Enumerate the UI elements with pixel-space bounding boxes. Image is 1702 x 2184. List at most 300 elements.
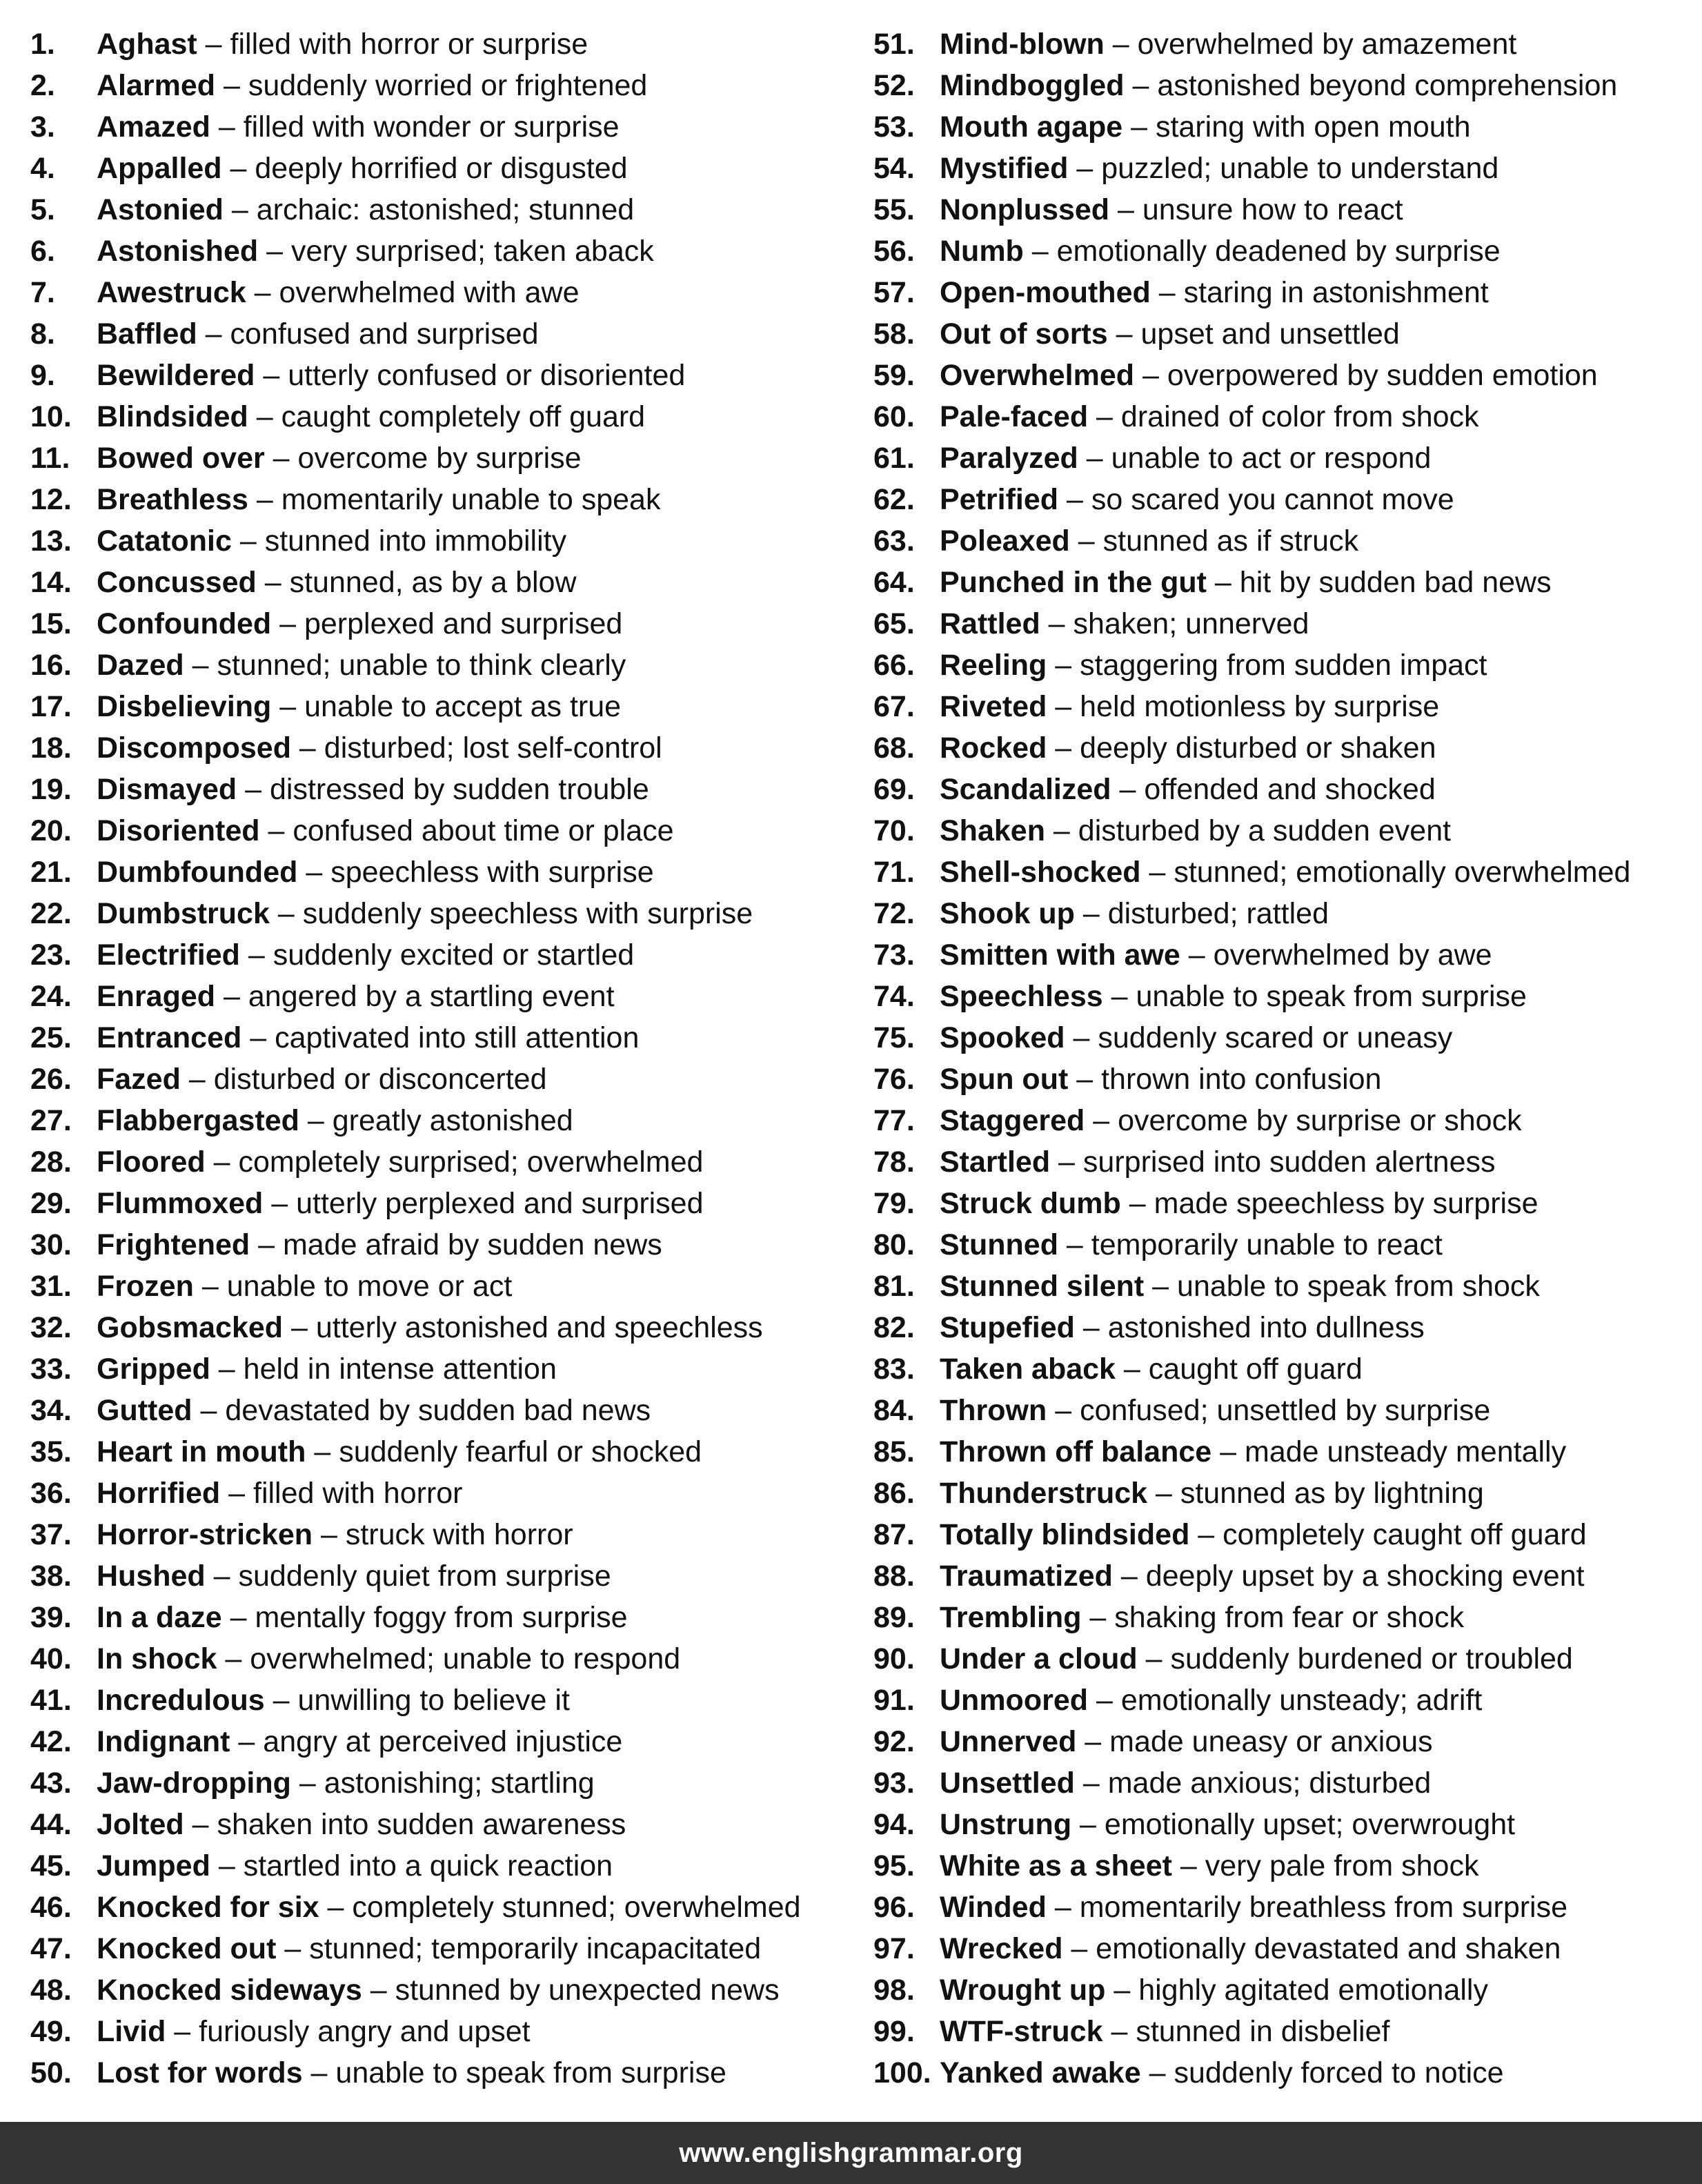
item-separator: – <box>276 1932 310 1965</box>
item-definition: unable to speak from surprise <box>1136 980 1527 1013</box>
list-item <box>30 1017 851 1059</box>
item-word: Staggered <box>940 1104 1085 1137</box>
item-separator: – <box>1065 1021 1098 1054</box>
item-definition: startled into a quick reaction <box>243 1849 613 1882</box>
item-word: Mind-blown <box>940 28 1105 61</box>
list-item <box>30 893 851 934</box>
item-separator: – <box>221 1601 255 1634</box>
list-item <box>30 1845 851 1887</box>
item-separator: – <box>1122 110 1156 144</box>
item-number: 83. <box>873 1352 915 1386</box>
item-definition: puzzled; unable to understand <box>1101 152 1499 185</box>
list-item <box>873 934 1694 976</box>
item-separator: – <box>256 566 290 599</box>
list-item <box>30 1431 851 1473</box>
item-separator: – <box>264 442 298 475</box>
item-number: 55. <box>873 193 915 226</box>
item-number: 23. <box>30 938 72 972</box>
list-item <box>873 313 1694 355</box>
item-word: Heart in mouth <box>97 1435 306 1468</box>
item-word: Winded <box>940 1891 1047 1924</box>
item-separator: – <box>223 193 257 226</box>
item-definition: caught completely off guard <box>281 400 646 433</box>
list-item <box>873 562 1694 603</box>
item-number: 1. <box>30 28 55 61</box>
item-definition: shaken; unnerved <box>1073 607 1309 640</box>
item-number: 96. <box>873 1891 915 1924</box>
item-separator: – <box>205 1145 239 1179</box>
item-separator: – <box>1102 2015 1136 2048</box>
item-word: Astonied <box>97 193 224 226</box>
item-number: 7. <box>30 276 55 309</box>
item-separator: – <box>1115 1352 1149 1386</box>
item-number: 90. <box>873 1642 915 1675</box>
item-word: Incredulous <box>97 1684 265 1717</box>
item-definition: suddenly fearful or shocked <box>339 1435 702 1468</box>
item-word: Overwhelmed <box>940 359 1134 392</box>
item-word: Entranced <box>97 1021 242 1054</box>
list-item <box>873 1307 1694 1348</box>
item-number: 77. <box>873 1104 915 1137</box>
item-separator: – <box>306 1435 339 1468</box>
item-separator: – <box>246 276 279 309</box>
item-definition: shaken into sudden awareness <box>217 1808 626 1841</box>
item-word: Baffled <box>97 317 197 351</box>
item-separator: – <box>1104 28 1138 61</box>
item-word: Mouth agape <box>940 110 1123 144</box>
item-number: 56. <box>873 235 915 268</box>
list-item <box>873 686 1694 727</box>
list-item <box>873 727 1694 769</box>
item-separator: – <box>193 1270 227 1303</box>
list-item <box>873 645 1694 686</box>
item-definition: suddenly scared or uneasy <box>1098 1021 1453 1054</box>
item-word: In shock <box>97 1642 217 1675</box>
item-definition: unable to move or act <box>226 1270 513 1303</box>
item-separator: – <box>299 1104 333 1137</box>
item-word: Reeling <box>940 649 1047 682</box>
item-word: Stunned silent <box>940 1270 1145 1303</box>
item-definition: very surprised; taken aback <box>290 235 654 268</box>
list-item <box>873 520 1694 562</box>
item-definition: drained of color from shock <box>1120 400 1479 433</box>
item-number: 11. <box>30 442 70 475</box>
item-separator: – <box>1047 690 1080 723</box>
item-word: Gutted <box>97 1394 192 1427</box>
item-definition: unable to act or respond <box>1111 442 1432 475</box>
list-item <box>873 23 1694 65</box>
list-item <box>30 148 851 189</box>
item-definition: made anxious; disturbed <box>1107 1767 1432 1800</box>
item-number: 20. <box>30 814 72 847</box>
item-separator: – <box>1088 400 1121 433</box>
item-number: 41. <box>30 1684 72 1717</box>
item-separator: – <box>210 1352 244 1386</box>
item-definition: staring with open mouth <box>1155 110 1471 144</box>
item-separator: – <box>283 1311 316 1344</box>
item-definition: suddenly worried or frightened <box>248 69 648 102</box>
item-definition: deeply upset by a shocking event <box>1145 1560 1585 1593</box>
item-definition: furiously angry and upset <box>199 2015 531 2048</box>
item-separator: – <box>1137 1642 1171 1675</box>
item-definition: completely caught off guard <box>1223 1518 1587 1551</box>
item-number: 68. <box>873 731 915 765</box>
item-separator: – <box>1068 1063 1102 1096</box>
item-number: 60. <box>873 400 915 433</box>
list-item <box>30 1804 851 1845</box>
item-definition: suddenly quiet from surprise <box>238 1560 611 1593</box>
item-number: 6. <box>30 235 55 268</box>
item-definition: utterly perplexed and surprised <box>296 1187 704 1220</box>
item-word: Mindboggled <box>940 69 1125 102</box>
item-number: 79. <box>873 1187 915 1220</box>
item-word: Jolted <box>97 1808 184 1841</box>
list-item <box>30 1348 851 1390</box>
item-word: Jumped <box>97 1849 210 1882</box>
list-item <box>873 1224 1694 1266</box>
item-definition: caught off guard <box>1148 1352 1363 1386</box>
item-separator: – <box>221 152 255 185</box>
item-number: 89. <box>873 1601 915 1634</box>
list-item <box>30 1597 851 1638</box>
item-word: Knocked for six <box>97 1891 319 1924</box>
list-item <box>873 1638 1694 1680</box>
item-number: 75. <box>873 1021 915 1054</box>
item-definition: held in intense attention <box>243 1352 557 1386</box>
item-number: 97. <box>873 1932 915 1965</box>
item-number: 95. <box>873 1849 915 1882</box>
item-word: Speechless <box>940 980 1103 1013</box>
list-item <box>30 1762 851 1804</box>
list-item <box>873 148 1694 189</box>
item-definition: archaic: astonished; stunned <box>256 193 635 226</box>
item-separator: – <box>180 1063 214 1096</box>
item-separator: – <box>248 483 281 516</box>
item-separator: – <box>1206 566 1240 599</box>
item-separator: – <box>1047 731 1080 765</box>
item-definition: disturbed by a sudden event <box>1078 814 1452 847</box>
item-number: 45. <box>30 1849 72 1882</box>
item-number: 76. <box>873 1063 915 1096</box>
list-item <box>30 1224 851 1266</box>
item-word: Unmoored <box>940 1684 1088 1717</box>
item-word: Traumatized <box>940 1560 1113 1593</box>
item-number: 38. <box>30 1560 72 1593</box>
item-word: Totally blindsided <box>940 1518 1190 1551</box>
item-definition: stunned into immobility <box>264 524 567 558</box>
item-number: 66. <box>873 649 915 682</box>
item-word: Confounded <box>97 607 272 640</box>
item-definition: made speechless by surprise <box>1154 1187 1538 1220</box>
item-number: 3. <box>30 110 55 144</box>
item-definition: confused and surprised <box>230 317 539 351</box>
item-number: 69. <box>873 773 915 806</box>
item-definition: held motionless by surprise <box>1080 690 1440 723</box>
item-word: Lost for words <box>97 2056 303 2089</box>
list-item <box>30 1680 851 1721</box>
item-definition: stunned as if struck <box>1102 524 1359 558</box>
item-definition: devastated by sudden bad news <box>225 1394 651 1427</box>
item-definition: overcome by surprise <box>297 442 582 475</box>
item-separator: – <box>231 524 265 558</box>
item-word: Rocked <box>940 731 1047 765</box>
item-definition: staggering from sudden impact <box>1080 649 1487 682</box>
item-separator: – <box>1102 980 1136 1013</box>
item-definition: captivated into still attention <box>275 1021 640 1054</box>
item-definition: highly agitated emotionally <box>1138 1974 1488 2007</box>
list-item <box>873 1680 1694 1721</box>
item-separator: – <box>255 359 288 392</box>
item-definition: stunned, as by a blow <box>289 566 577 599</box>
list-item <box>30 769 851 810</box>
item-separator: – <box>264 1684 298 1717</box>
item-definition: mentally foggy from surprise <box>255 1601 628 1634</box>
item-word: Jaw-dropping <box>97 1767 291 1800</box>
item-separator: – <box>271 690 305 723</box>
item-word: Fazed <box>97 1063 181 1096</box>
item-separator: – <box>1150 276 1184 309</box>
item-separator: – <box>1211 1435 1245 1468</box>
item-word: In a daze <box>97 1601 222 1634</box>
item-word: Astonished <box>97 235 259 268</box>
item-number: 31. <box>30 1270 72 1303</box>
item-word: Stunned <box>940 1228 1058 1261</box>
list-item <box>30 1928 851 1969</box>
item-word: WTF-struck <box>940 2015 1103 2048</box>
item-separator: – <box>1109 193 1142 226</box>
list-item <box>30 65 851 106</box>
item-definition: temporarily unable to react <box>1091 1228 1443 1261</box>
item-number: 85. <box>873 1435 915 1468</box>
item-number: 19. <box>30 773 72 806</box>
item-word: Hushed <box>97 1560 206 1593</box>
item-definition: emotionally deadened by surprise <box>1056 235 1501 268</box>
item-word: Shook up <box>940 897 1075 930</box>
item-word: Concussed <box>97 566 257 599</box>
item-definition: angered by a startling event <box>248 980 615 1013</box>
item-separator: – <box>290 731 324 765</box>
item-word: Disbelieving <box>97 690 272 723</box>
item-definition: disturbed; rattled <box>1107 897 1329 930</box>
item-definition: filled with horror <box>253 1477 463 1510</box>
item-number: 44. <box>30 1808 72 1841</box>
item-separator: – <box>1078 442 1111 475</box>
item-word: Enraged <box>97 980 216 1013</box>
item-definition: overcome by surprise or shock <box>1118 1104 1522 1137</box>
item-number: 27. <box>30 1104 72 1137</box>
item-definition: deeply disturbed or shaken <box>1080 731 1436 765</box>
item-number: 80. <box>873 1228 915 1261</box>
item-separator: – <box>237 773 270 806</box>
item-separator: – <box>220 1477 253 1510</box>
item-word: Poleaxed <box>940 524 1070 558</box>
list-item <box>30 1969 851 2011</box>
item-definition: astonished into dullness <box>1107 1311 1425 1344</box>
list-item <box>30 23 851 65</box>
item-separator: – <box>217 1642 250 1675</box>
item-word: Trembling <box>940 1601 1082 1634</box>
item-separator: – <box>1046 1891 1080 1924</box>
item-word: Riveted <box>940 690 1047 723</box>
item-definition: surprised into sudden alertness <box>1082 1145 1496 1179</box>
item-number: 42. <box>30 1725 72 1758</box>
item-definition: overpowered by sudden emotion <box>1167 359 1598 392</box>
list-item <box>30 1555 851 1597</box>
item-definition: stunned; emotionally overwhelmed <box>1174 856 1631 889</box>
item-definition: stunned by unexpected news <box>395 1974 780 2007</box>
item-word: Thrown <box>940 1394 1047 1427</box>
list-item <box>873 1887 1694 1928</box>
list-item <box>30 1721 851 1762</box>
item-number: 57. <box>873 276 915 309</box>
item-definition: perplexed and surprised <box>304 607 623 640</box>
item-number: 99. <box>873 2015 915 2048</box>
item-number: 47. <box>30 1932 72 1965</box>
item-definition: stunned as by lightning <box>1180 1477 1484 1510</box>
item-word: Aghast <box>97 28 197 61</box>
item-word: Rattled <box>940 607 1040 640</box>
item-separator: – <box>1120 1187 1154 1220</box>
item-definition: suddenly forced to notice <box>1174 2056 1504 2089</box>
list-item <box>873 106 1694 148</box>
item-separator: – <box>1050 1145 1083 1179</box>
item-separator: – <box>1058 483 1091 516</box>
item-word: Bowed over <box>97 442 265 475</box>
item-separator: – <box>313 1518 346 1551</box>
item-word: Unnerved <box>940 1725 1077 1758</box>
item-word: Floored <box>97 1145 206 1179</box>
list-item <box>873 189 1694 230</box>
item-number: 74. <box>873 980 915 1013</box>
item-word: Out of sorts <box>940 317 1108 351</box>
item-word: Frightened <box>97 1228 250 1261</box>
item-number: 61. <box>873 442 915 475</box>
item-definition: made afraid by sudden news <box>282 1228 662 1261</box>
list-item <box>873 1473 1694 1514</box>
item-separator: – <box>258 235 291 268</box>
list-item <box>30 1514 851 1555</box>
list-item <box>30 976 851 1017</box>
item-separator: – <box>184 649 217 682</box>
item-number: 52. <box>873 69 915 102</box>
item-word: Disoriented <box>97 814 260 847</box>
item-number: 50. <box>30 2056 72 2089</box>
item-word: Unsettled <box>940 1767 1075 1800</box>
item-word: Spooked <box>940 1021 1065 1054</box>
item-number: 81. <box>873 1270 915 1303</box>
item-definition: utterly confused or disoriented <box>288 359 686 392</box>
item-word: Discomposed <box>97 731 291 765</box>
item-number: 12. <box>30 483 72 516</box>
item-word: Dazed <box>97 649 184 682</box>
item-number: 4. <box>30 152 55 185</box>
item-definition: completely stunned; overwhelmed <box>352 1891 801 1924</box>
list-item <box>30 396 851 437</box>
list-item <box>30 603 851 645</box>
item-number: 100. <box>873 2056 931 2089</box>
list-item <box>873 1141 1694 1183</box>
list-item <box>30 934 851 976</box>
item-separator: – <box>1124 69 1158 102</box>
item-separator: – <box>1112 1560 1146 1593</box>
item-word: Nonplussed <box>940 193 1110 226</box>
item-separator: – <box>1058 1228 1091 1261</box>
list-item <box>873 1555 1694 1597</box>
item-number: 65. <box>873 607 915 640</box>
item-number: 25. <box>30 1021 72 1054</box>
list-item <box>873 1969 1694 2011</box>
item-definition: so scared you cannot move <box>1091 483 1454 516</box>
item-number: 49. <box>30 2015 72 2048</box>
item-number: 33. <box>30 1352 72 1386</box>
item-number: 84. <box>873 1394 915 1427</box>
item-separator: – <box>1171 1849 1205 1882</box>
item-word: White as a sheet <box>940 1849 1172 1882</box>
item-word: Smitten with awe <box>940 938 1180 972</box>
item-separator: – <box>1074 1767 1108 1800</box>
item-number: 34. <box>30 1394 72 1427</box>
item-number: 71. <box>873 856 915 889</box>
item-word: Numb <box>940 235 1024 268</box>
item-separator: – <box>166 2015 199 2048</box>
item-separator: – <box>1076 1725 1110 1758</box>
list-item <box>30 727 851 769</box>
item-definition: momentarily unable to speak <box>281 483 661 516</box>
item-separator: – <box>1062 1932 1096 1965</box>
item-separator: – <box>1085 1104 1118 1137</box>
item-number: 2. <box>30 69 55 102</box>
item-definition: very pale from shock <box>1205 1849 1479 1882</box>
item-definition: filled with wonder or surprise <box>243 110 620 144</box>
item-separator: – <box>302 2056 336 2089</box>
item-definition: confused about time or place <box>293 814 674 847</box>
item-separator: – <box>1105 1974 1139 2007</box>
list-item <box>873 479 1694 520</box>
item-word: Wrought up <box>940 1974 1106 2007</box>
item-definition: speechless with surprise <box>330 856 654 889</box>
item-word: Scandalized <box>940 773 1111 806</box>
item-separator: – <box>1047 649 1080 682</box>
item-word: Amazed <box>97 110 210 144</box>
item-definition: unable to speak from shock <box>1177 1270 1540 1303</box>
list-item <box>30 1183 851 1224</box>
item-definition: unable to accept as true <box>304 690 622 723</box>
item-separator: – <box>250 1228 283 1261</box>
item-word: Breathless <box>97 483 248 516</box>
item-definition: emotionally devastated and shaken <box>1096 1932 1561 1965</box>
item-separator: – <box>1111 773 1145 806</box>
item-number: 53. <box>873 110 915 144</box>
item-separator: – <box>1088 1684 1121 1717</box>
list-item <box>30 1100 851 1141</box>
item-separator: – <box>1134 359 1167 392</box>
list-item <box>30 2052 851 2094</box>
item-definition: overwhelmed by amazement <box>1137 28 1517 61</box>
item-separator: – <box>1023 235 1057 268</box>
item-number: 39. <box>30 1601 72 1634</box>
list-item <box>873 769 1694 810</box>
item-word: Catatonic <box>97 524 232 558</box>
item-number: 58. <box>873 317 915 351</box>
list-item <box>873 2052 1694 2094</box>
item-word: Thunderstruck <box>940 1477 1148 1510</box>
item-separator: – <box>362 1974 395 2007</box>
item-word: Punched in the gut <box>940 566 1207 599</box>
item-word: Knocked sideways <box>97 1974 362 2007</box>
item-number: 51. <box>873 28 915 61</box>
item-number: 18. <box>30 731 72 765</box>
item-number: 63. <box>873 524 915 558</box>
